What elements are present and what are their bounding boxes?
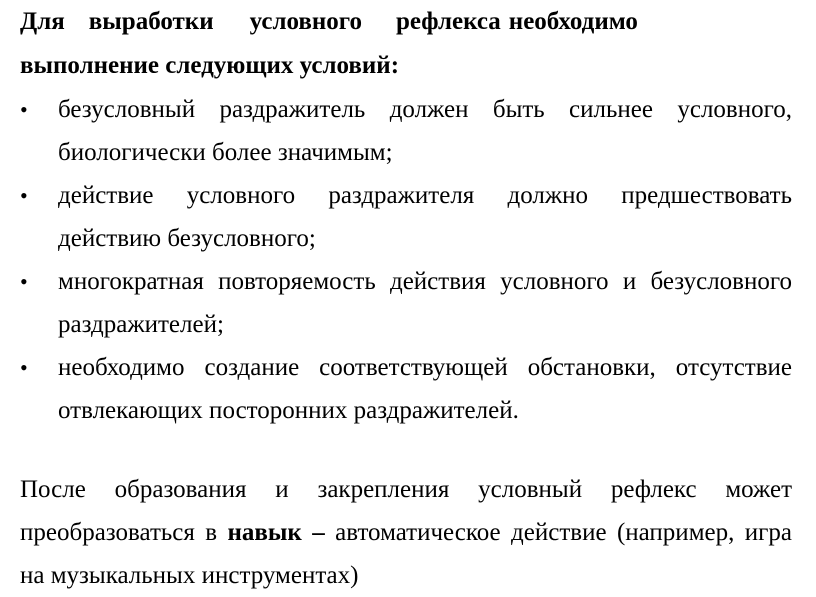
- bullet-icon: •: [20, 97, 28, 122]
- bullet-icon: •: [20, 355, 28, 380]
- intro-word: рефлекса: [396, 8, 501, 35]
- intro-word: условного: [249, 8, 362, 35]
- intro-line-2: выполнение следующих условий:: [20, 52, 400, 79]
- list-item: [20, 174, 792, 260]
- intro-word: выработки: [88, 8, 214, 35]
- slide-page: [20, 0, 792, 595]
- condition-text: необходимо создание соответствующей обстановки, отсутствие отвлекающих посторонних раздражителей.: [58, 354, 792, 424]
- list-item: [20, 260, 792, 346]
- bullet-icon: •: [20, 183, 28, 208]
- list-item: [20, 88, 792, 174]
- intro-word: Для: [20, 8, 65, 35]
- conditions-list: [20, 88, 792, 432]
- list-item: [20, 346, 792, 432]
- bullet-icon: •: [20, 269, 28, 294]
- term-dash: –: [301, 519, 336, 546]
- intro-word: необходимо: [508, 8, 638, 35]
- term-highlight: навык: [227, 519, 302, 546]
- conclusion-text-1: После образования и закрепления условный рефлекс может преобразоваться в: [20, 476, 792, 546]
- condition-text: действие условного раздражителя должно предшествовать действию безусловного;: [58, 182, 792, 252]
- intro-line-1: [20, 0, 792, 44]
- condition-text: безусловный раздражитель должен быть сильнее условного, биологически более значимым;: [58, 96, 792, 166]
- conclusion-text-2: автоматическое действие (например, игра на музыкальных инструментах): [20, 519, 792, 589]
- condition-text: многократная повторяемость действия условного и безусловного раздражителей;: [58, 268, 792, 338]
- intro-heading: [20, 0, 792, 88]
- conclusion-paragraph: [20, 468, 792, 597]
